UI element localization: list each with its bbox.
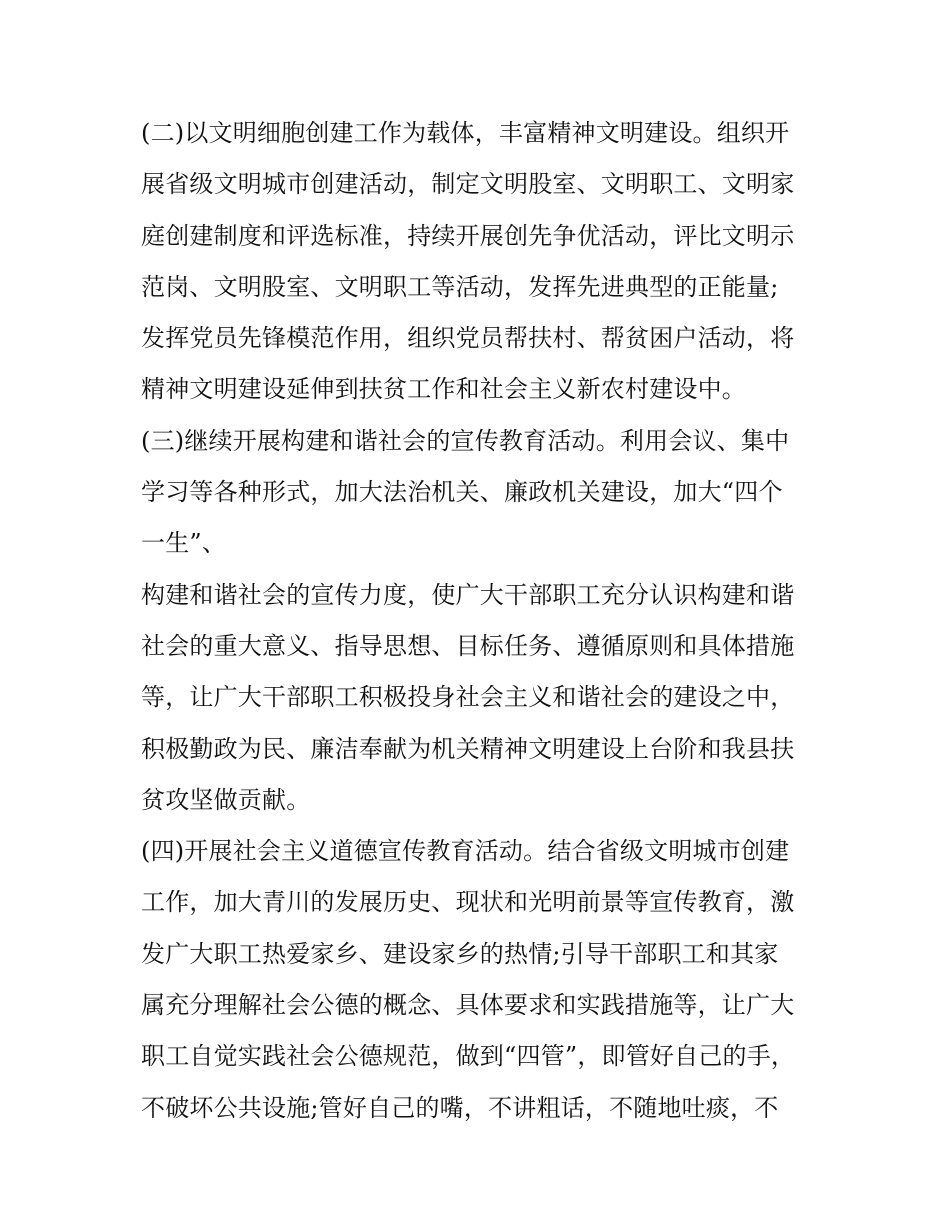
text-line: 展省级文明城市创建活动，制定文明股室、文明职工、文明家 [141,170,795,199]
text-line: 贫攻坚做贡献。 [141,785,311,814]
text-line: 精神文明建设延伸到扶贫工作和社会主义新农村建设中。 [141,375,746,404]
text-line: 等，让广大干部职工积极投身社会主义和谐社会的建设之中， [141,683,795,712]
text-line: 积极勤政为民、廉洁奉献为机关精神文明建设上台阶和我县扶 [141,734,795,763]
text-line: 属充分理解社会公德的概念、具体要求和实践措施等，让广大 [141,991,795,1020]
text-line: 学习等各种形式，加大法治机关、廉政机关建设，加大“四个 [141,478,783,507]
text-line: 发广大职工热爱家乡、建设家乡的热情;引导干部职工和其家 [141,939,779,968]
text-line: 范岗、文明股室、文明职工等活动，发挥先进典型的正能量; [141,272,779,301]
text-line: (二)以文明细胞创建工作为载体，丰富精神文明建设。组织开 [141,119,790,147]
text-line: (四)开展社会主义道德宣传教育活动。结合省级文明城市创建 [141,837,790,866]
text-line: 构建和谐社会的宣传力度，使广大干部职工充分认识构建和谐 [141,580,795,609]
body-text [141,108,831,1134]
text-line: 社会的重大意义、指导思想、目标任务、遵循原则和具体措施 [141,631,795,660]
text-line: (三)继续开展构建和谐社会的宣传教育活动。利用会议、集中 [141,426,790,455]
text-line: 不破坏公共设施;管好自己的嘴，不讲粗话，不随地吐痰，不 [141,1093,779,1122]
text-line: 一生”、 [141,529,227,558]
text-line: 发挥党员先锋模范作用，组织党员帮扶村、帮贫困户活动，将 [141,324,795,353]
text-line: 职工自觉实践社会公德规范，做到“四管”，即管好自己的手， [141,1042,796,1071]
text-line: 庭创建制度和评选标准，持续开展创先争优活动，评比文明示 [141,221,795,250]
text-line: 工作，加大青川的发展历史、现状和光明前景等宣传教育，激 [141,888,795,917]
